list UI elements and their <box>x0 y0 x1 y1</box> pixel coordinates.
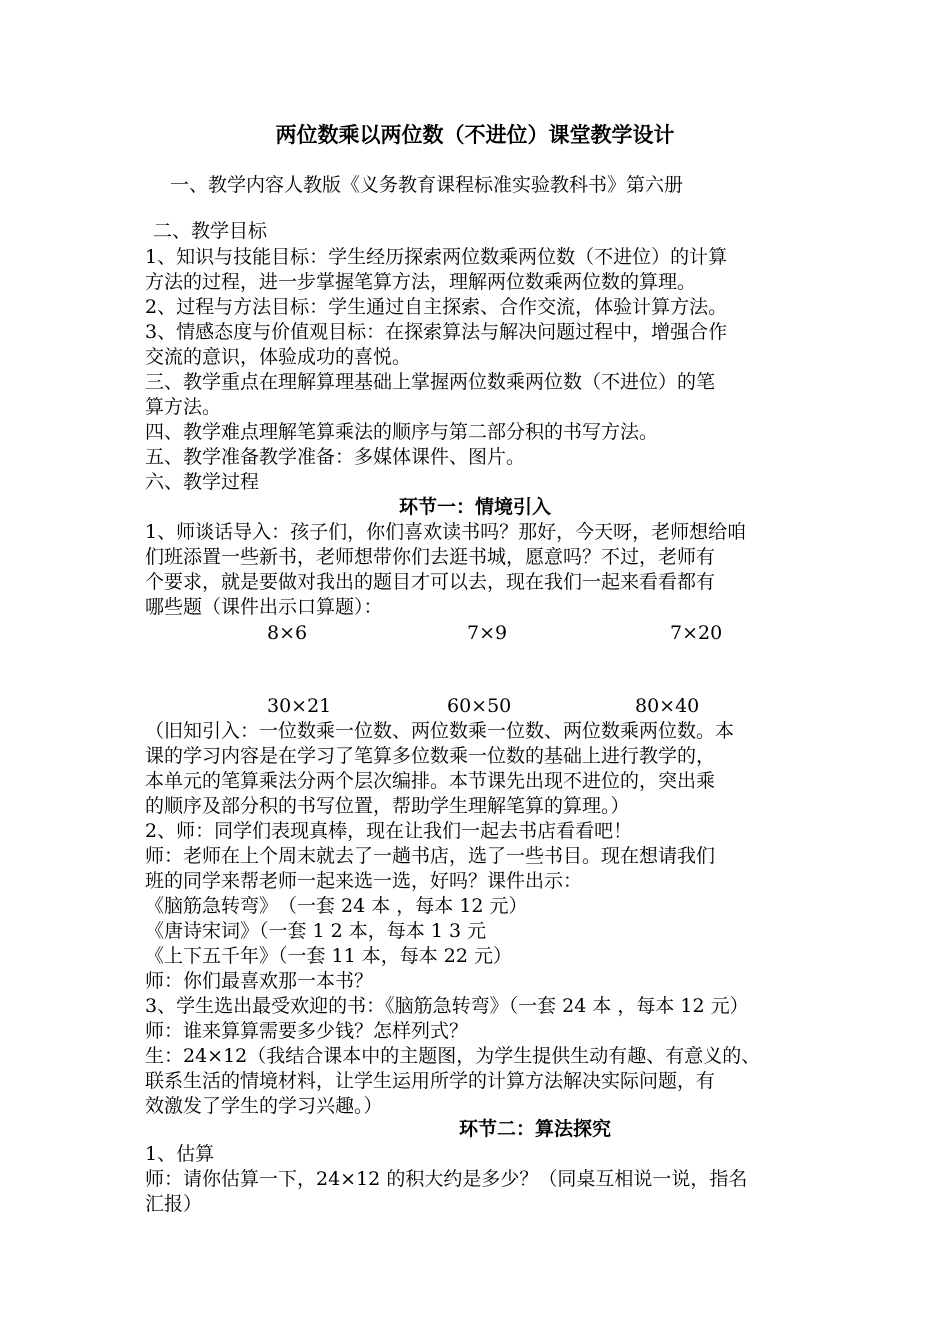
paragraph-line: 个要求，就是要做对我出的题目才可以去，现在我们一起来看看都有 <box>145 571 716 593</box>
book-list-item: 《脑筋急转弯》 （一套 24 本 ，每本 12 元） <box>145 895 528 917</box>
paragraph-line: 3、学生选出最受欢迎的书：《脑筋急转弯》（一套 24 本 ，每本 12 元） <box>145 995 749 1017</box>
math-problem: 30×21 <box>267 695 332 717</box>
section-heading: 环节一：情境引入 <box>398 496 551 518</box>
paragraph-line: 2、师：同学们表现真棒，现在让我们一起去书店看看吧！ <box>145 820 633 842</box>
paragraph-line: 的顺序及部分积的书写位置，帮助学生理解笔算的算理。） <box>145 795 630 817</box>
math-problem: 8×6 <box>267 622 308 644</box>
paragraph-line: 1、估算 <box>145 1143 215 1165</box>
paragraph-line: 二、教学目标 <box>153 220 268 242</box>
paragraph-line: 1、知识与技能目标：学生经历探索两位数乘两位数（不进位）的计算 <box>145 246 728 268</box>
paragraph-line: 五、教学准备教学准备：多媒体课件、图片。 <box>145 446 526 468</box>
paragraph-line: 六、教学过程 <box>145 471 260 493</box>
paragraph-line: （旧知引入：一位数乘一位数、两位数乘一位数、两位数乘两位数。本 <box>145 720 735 742</box>
math-problem: 7×9 <box>467 622 508 644</box>
paragraph-line: 1、师谈话导入：孩子们，你们喜欢读书吗？那好，今天呀，老师想给咱 <box>145 521 747 543</box>
section-heading: 环节二：算法探究 <box>458 1118 611 1140</box>
book-list-item: 《上下五千年》（一套 11 本，每本 22 元） <box>145 945 513 967</box>
paragraph-line: 师：老师在上个周末就去了一趟书店，选了一些书目。现在想请我们 <box>145 845 716 867</box>
paragraph-line: 联系生活的情境材料，让学生运用所学的计算方法解决实际问题，有 <box>145 1070 716 1092</box>
paragraph-line: 三、教学重点在理解算理基础上掌握两位数乘两位数（不进位）的笔 <box>145 371 716 393</box>
math-problem: 80×40 <box>635 695 700 717</box>
paragraph-line: 汇报） <box>145 1193 203 1215</box>
paragraph-line: 2、过程与方法目标：学生通过自主探索、合作交流，体验计算方法。 <box>145 296 728 318</box>
paragraph-line: 班的同学来帮老师一起来选一选，好吗？课件出示： <box>145 870 583 892</box>
paragraph-line: 四、教学难点理解笔算乘法的顺序与第二部分积的书写方法。 <box>145 421 659 443</box>
paragraph-line: 本单元的笔算乘法分两个层次编排。本节课先出现不进位的，突出乘 <box>145 770 716 792</box>
paragraph-line: 方法的过程，进一步掌握笔算方法，理解两位数乘两位数的算理。 <box>145 271 697 293</box>
paragraph-line: 师：谁来算算需要多少钱？怎样列式？ <box>145 1020 469 1042</box>
paragraph-line: 师：请你估算一下，24×12 的积大约是多少？（同桌互相说一说，指名 <box>145 1168 748 1190</box>
paragraph-line: 效激发了学生的学习兴趣。） <box>145 1095 383 1117</box>
math-problem: 60×50 <box>447 695 512 717</box>
book-list-item: 《唐诗宋词》（一套 1 2 本，每本 1 3 元 <box>145 920 487 942</box>
paragraph-line: 3、情感态度与价值观目标：在探索算法与解决问题过程中，增强合作 <box>145 321 728 343</box>
paragraph-line: 一、教学内容人教版《义务教育课程标准实验教科书》第六册 <box>170 174 684 196</box>
paragraph-line: 算方法。 <box>145 396 222 418</box>
paragraph-line: 师：你们最喜欢那一本书？ <box>145 970 374 992</box>
paragraph-line: 交流的意识，体验成功的喜悦。 <box>145 346 412 368</box>
document-title: 两位数乘以两位数（不进位）课堂教学设计 <box>275 123 675 147</box>
paragraph-line: 课的学习内容是在学习了笔算多位数乘一位数的基础上进行教学的， <box>145 745 716 767</box>
paragraph-line: 生：24×12（我结合课本中的主题图，为学生提供生动有趣、有意义的、 <box>145 1045 761 1067</box>
paragraph-line: 哪些题（课件出示口算题）： <box>145 596 383 618</box>
math-problem: 7×20 <box>670 622 723 644</box>
paragraph-line: 们班添置一些新书，老师想带你们去逛书城，愿意吗？不过，老师有 <box>145 546 716 568</box>
